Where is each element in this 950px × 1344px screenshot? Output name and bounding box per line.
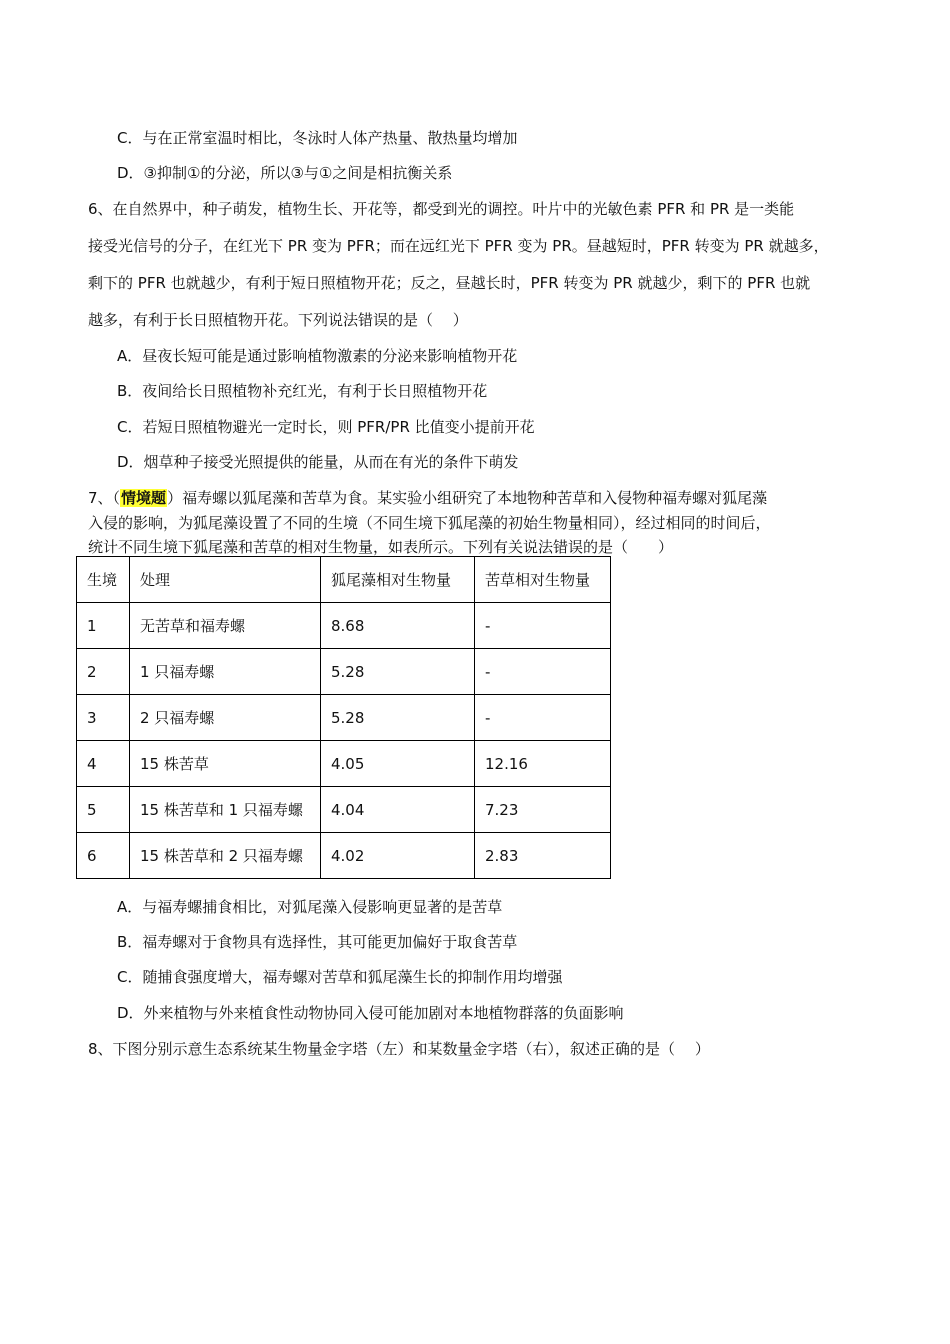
table-cell: 15 株苦草和 1 只福寿螺 xyxy=(130,787,321,833)
table-cell: - xyxy=(475,603,611,649)
q7-tag-highlight: 情境题 xyxy=(121,489,167,507)
table-cell: - xyxy=(475,649,611,695)
q6-stem-line4: 越多，有利于长日照植物开花。下列说法错误的是（ ） xyxy=(88,311,468,329)
table-cell: 4.04 xyxy=(321,787,475,833)
q7-option-b: B．福寿螺对于食物具有选择性，其可能更加偏好于取食苦草 xyxy=(117,933,518,951)
table-cell: 4.02 xyxy=(321,833,475,879)
table-cell: 2.83 xyxy=(475,833,611,879)
table-cell: 12.16 xyxy=(475,741,611,787)
table-cell: 7.23 xyxy=(475,787,611,833)
table-row xyxy=(77,649,611,695)
table-header-row xyxy=(77,557,611,603)
table-cell: 6 xyxy=(77,833,130,879)
q7-option-a: A．与福寿螺捕食相比，对狐尾藻入侵影响更显著的是苦草 xyxy=(117,898,503,916)
q6-option-b: B．夜间给长日照植物补充红光，有利于长日照植物开花 xyxy=(117,382,488,400)
table-cell: 5.28 xyxy=(321,649,475,695)
table-cell: 15 株苦草和 2 只福寿螺 xyxy=(130,833,321,879)
q5-option-d: D．③抑制①的分泌，所以③与①之间是相抗衡关系 xyxy=(117,164,453,182)
table-cell: 8.68 xyxy=(321,603,475,649)
table-row xyxy=(77,603,611,649)
q6-option-d: D．烟草种子接受光照提供的能量，从而在有光的条件下萌发 xyxy=(117,453,519,471)
q7-option-d: D．外来植物与外来植食性动物协同入侵可能加剧对本地植物群落的负面影响 xyxy=(117,1004,624,1022)
table-cell: - xyxy=(475,695,611,741)
q5-option-c: C．与在正常室温时相比，冬泳时人体产热量、散热量均增加 xyxy=(117,129,518,147)
data-table xyxy=(76,556,611,879)
q7-stem-line1 xyxy=(88,488,767,508)
table-header-cell: 处理 xyxy=(130,557,321,603)
table-cell: 4.05 xyxy=(321,741,475,787)
table-header-cell: 苦草相对生物量 xyxy=(475,557,611,603)
table-cell: 3 xyxy=(77,695,130,741)
q6-option-c: C．若短日照植物避光一定时长，则 PFR/PR 比值变小提前开花 xyxy=(117,418,535,436)
table-cell: 1 只福寿螺 xyxy=(130,649,321,695)
table-header-cell: 狐尾藻相对生物量 xyxy=(321,557,475,603)
q6-option-a: A．昼夜长短可能是通过影响植物激素的分泌来影响植物开花 xyxy=(117,347,518,365)
q7-number: 7、（ xyxy=(88,489,121,507)
table-header-cell: 生境 xyxy=(77,557,130,603)
table-row xyxy=(77,695,611,741)
table-row xyxy=(77,741,611,787)
q7-stem-line2: 入侵的影响，为狐尾藻设置了不同的生境（不同生境下狐尾藻的初始生物量相同），经过相同的时间后， xyxy=(88,514,771,532)
q6-stem-line1: 6、在自然界中，种子萌发，植物生长、开花等，都受到光的调控。叶片中的光敏色素 PFR 和 PR 是一类能 xyxy=(88,200,795,218)
table-cell: 2 xyxy=(77,649,130,695)
q6-stem-line3: 剩下的 PFR 也就越少，有利于短日照植物开花；反之，昼越长时，PFR 转变为 PR 就越少，剩下的 PFR 也就 xyxy=(88,274,811,292)
table-cell: 4 xyxy=(77,741,130,787)
table-row xyxy=(77,787,611,833)
q7-stem-line3: 统计不同生境下狐尾藻和苦草的相对生物量，如表所示。下列有关说法错误的是（ ） xyxy=(88,538,674,556)
table-cell: 5.28 xyxy=(321,695,475,741)
table-cell: 1 xyxy=(77,603,130,649)
q6-stem-line2: 接受光信号的分子，在红光下 PR 变为 PFR；而在远红光下 PFR 变为 PR。昼越短时，PFR 转变为 PR 就越多， xyxy=(88,237,829,255)
q8-stem-line1: 8、下图分别示意生态系统某生物量金字塔（左）和某数量金字塔（右），叙述正确的是（ ） xyxy=(88,1040,710,1058)
table-row xyxy=(77,833,611,879)
table-cell: 5 xyxy=(77,787,130,833)
table-cell: 15 株苦草 xyxy=(130,741,321,787)
table-cell: 2 只福寿螺 xyxy=(130,695,321,741)
q7-stem-text: ）福寿螺以狐尾藻和苦草为食。某实验小组研究了本地物种苦草和入侵物种福寿螺对狐尾藻 xyxy=(167,489,768,507)
q7-option-c: C．随捕食强度增大，福寿螺对苦草和狐尾藻生长的抑制作用均增强 xyxy=(117,968,563,986)
table-cell: 无苦草和福寿螺 xyxy=(130,603,321,649)
